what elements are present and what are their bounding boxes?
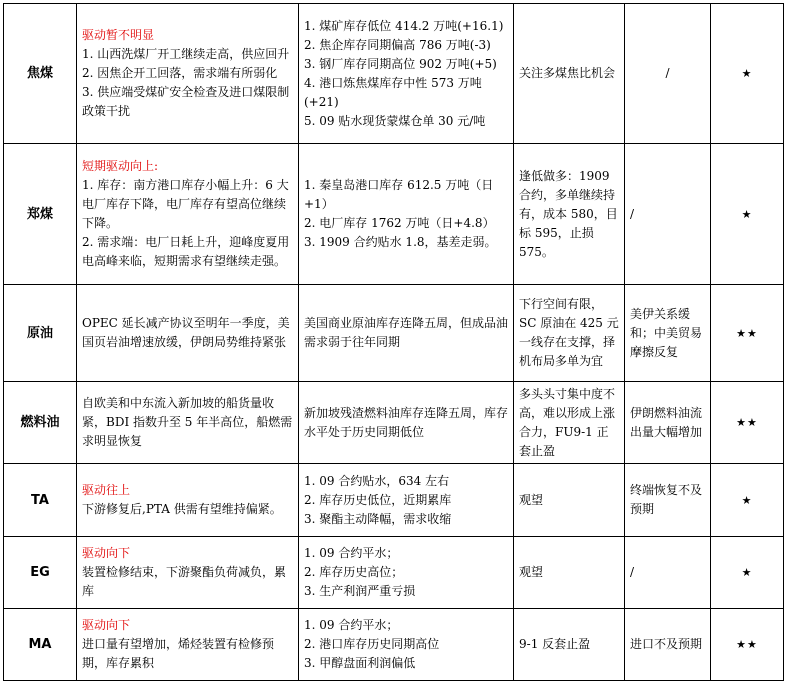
driver-cell	[77, 537, 299, 609]
table-row	[4, 382, 784, 464]
risk-cell: 终端恢复不及预期	[625, 464, 711, 537]
rating-stars: ★★	[711, 382, 784, 464]
risk-cell: 伊朗燃料油流出量大幅增加	[625, 382, 711, 464]
driver-cell	[77, 4, 299, 144]
driver-cell	[77, 464, 299, 537]
fundamental-item: 1. 09 合约平水；	[304, 618, 399, 632]
fundamental-item: 3. 钢厂库存同期高位 902 万吨(+5)	[304, 56, 497, 71]
rating-stars: ★	[711, 144, 784, 285]
fundamental-item: 3. 聚酯主动降幅，需求收缩	[304, 511, 452, 526]
fundamentals-cell	[299, 144, 514, 285]
fundamental-item: 1. 09 合约贴水，634 左右	[304, 473, 450, 488]
fundamental-item: 3. 生产利润严重亏损	[304, 584, 416, 598]
driver-item: 2. 因焦企开工回落，需求端有所弱化	[82, 66, 278, 80]
driver-item: 进口量有望增加，烯烃装置有检修预期，库存累积	[82, 637, 275, 670]
fundamental-item: 美国商业原油库存连降五周，但成品油需求弱于往年同期	[304, 316, 509, 349]
driver-headline: 驱动往上	[82, 483, 131, 497]
rating-stars: ★	[711, 4, 784, 144]
fundamental-item: 2. 焦企库存同期偏高 786 万吨(-3)	[304, 37, 491, 52]
driver-headline: 驱动暂不明显	[82, 28, 155, 42]
commodity-name: 焦煤	[4, 4, 77, 144]
strategy-cell: 观望	[514, 464, 625, 537]
fundamentals-cell	[299, 285, 514, 382]
driver-cell	[77, 285, 299, 382]
driver-headline: 短期驱动向上:	[82, 159, 159, 173]
fundamental-item: 2. 库存历史高位；	[304, 565, 404, 579]
risk-cell: /	[625, 537, 711, 609]
commodity-name: MA	[4, 609, 77, 681]
fundamental-item: 1. 煤矿库存低位 414.2 万吨(+16.1)	[304, 18, 504, 33]
table-row	[4, 4, 784, 144]
strategy-cell: 关注多煤焦比机会	[514, 4, 625, 144]
commodity-name: 郑煤	[4, 144, 77, 285]
fundamental-item: 新加坡残渣燃料油库存连降五周，库存水平处于历史同期低位	[304, 405, 509, 439]
driver-item: 1. 库存：南方港口库存小幅上升：6 大电厂库存下降，电厂库存有望高位继续下降。	[82, 178, 289, 230]
risk-cell: 美伊关系缓和；中美贸易摩擦反复	[625, 285, 711, 382]
fundamental-item: 1. 秦皇岛港口库存 612.5 万吨（日+1）	[304, 178, 494, 211]
driver-item: 1. 山西洗煤厂开工继续走高，供应回升	[82, 47, 290, 61]
driver-cell	[77, 382, 299, 464]
driver-cell	[77, 144, 299, 285]
rating-stars: ★	[711, 464, 784, 537]
risk-cell: /	[625, 144, 711, 285]
strategy-cell: 逢低做多：1909 合约，多单继续持有，成本 580，目标 595，止损 575。	[514, 144, 625, 285]
fundamental-item: 3. 甲醇盘面利润偏低	[304, 656, 416, 670]
commodity-name: 原油	[4, 285, 77, 382]
rating-stars: ★★	[711, 285, 784, 382]
fundamentals-cell	[299, 609, 514, 681]
fundamental-item: 4. 港口炼焦煤库存中性 573 万吨(+21)	[304, 75, 482, 109]
table-row	[4, 285, 784, 382]
commodity-strategy-table	[3, 3, 784, 681]
fundamental-item: 2. 港口库存历史同期高位	[304, 637, 440, 651]
rating-stars: ★★	[711, 609, 784, 681]
strategy-cell: 多头头寸集中度不高，难以形成上涨合力，FU9-1 正套止盈	[514, 382, 625, 464]
table-row	[4, 464, 784, 537]
driver-headline: 驱动向下	[82, 546, 131, 560]
driver-item: OPEC 延长减产协议至明年一季度，美国页岩油增速放缓，伊朗局势维持紧张	[82, 316, 290, 349]
risk-cell: 进口不及预期	[625, 609, 711, 681]
driver-headline: 驱动向下	[82, 618, 131, 632]
commodity-name: TA	[4, 464, 77, 537]
rating-stars: ★	[711, 537, 784, 609]
commodity-name: EG	[4, 537, 77, 609]
strategy-cell: 9-1 反套止盈	[514, 609, 625, 681]
driver-item: 3. 供应端受煤矿安全检查及进口煤限制政策干扰	[82, 85, 290, 118]
fundamental-item: 5. 09 贴水现货蒙煤仓单 30 元/吨	[304, 113, 486, 128]
strategy-cell: 观望	[514, 537, 625, 609]
fundamental-item: 3. 1909 合约贴水 1.8，基差走弱。	[304, 235, 497, 249]
fundamentals-cell	[299, 537, 514, 609]
driver-cell	[77, 609, 299, 681]
fundamental-item: 2. 库存历史低位，近期累库	[304, 492, 452, 507]
driver-item: 装置检修结束，下游聚酯负荷减负，累库	[82, 565, 287, 598]
driver-item: 2. 需求端：电厂日耗上升，迎峰度夏用电高峰来临，短期需求有望继续走强。	[82, 235, 290, 268]
fundamentals-cell	[299, 4, 514, 144]
table-row	[4, 144, 784, 285]
table-row	[4, 537, 784, 609]
commodity-name: 燃料油	[4, 382, 77, 464]
fundamentals-cell	[299, 382, 514, 464]
table-row	[4, 609, 784, 681]
fundamentals-cell	[299, 464, 514, 537]
driver-item: 下游修复后,PTA 供需有望维持偏紧。	[82, 502, 282, 516]
driver-item: 自欧美和中东流入新加坡的船货量收紧，BDI 指数升至 5 年半高位，船燃需求明显恢复	[82, 396, 293, 448]
fundamental-item: 1. 09 合约平水；	[304, 546, 399, 560]
strategy-cell: 下行空间有限，SC 原油在 425 元一线存在支撑，择机布局多单为宜	[514, 285, 625, 382]
fundamental-item: 2. 电厂库存 1762 万吨（日+4.8）	[304, 216, 495, 230]
risk-cell: /	[625, 4, 711, 144]
